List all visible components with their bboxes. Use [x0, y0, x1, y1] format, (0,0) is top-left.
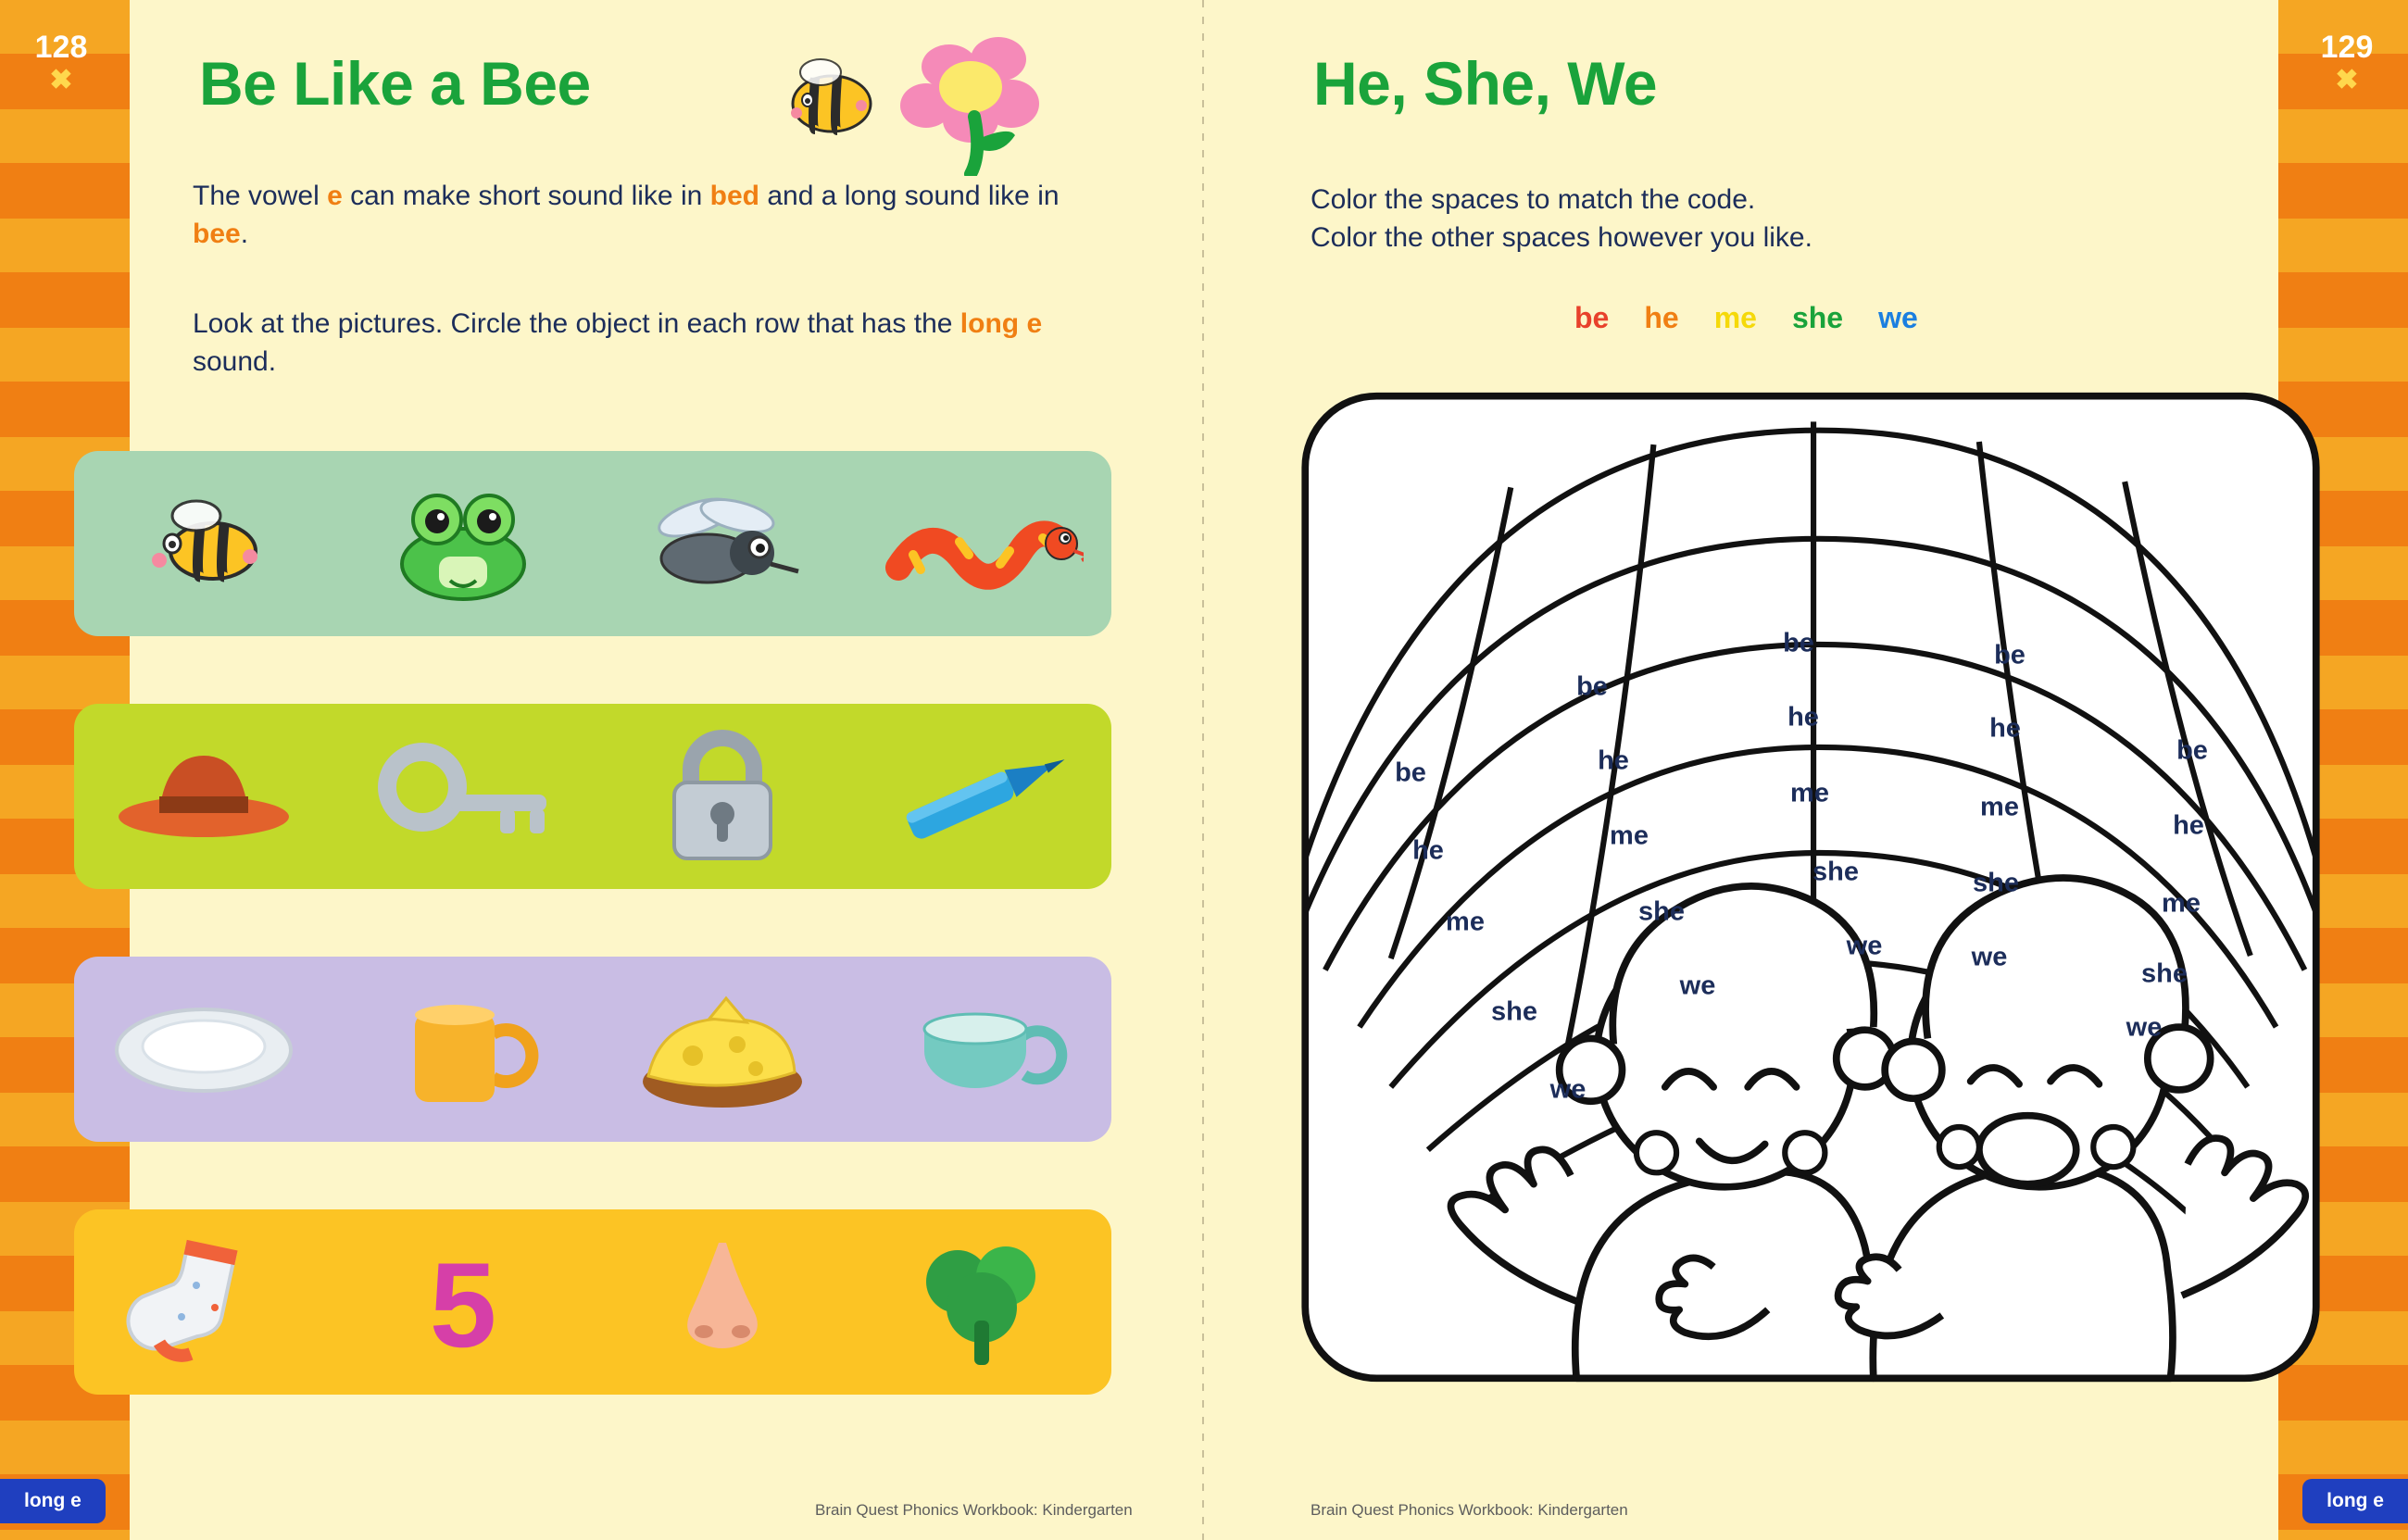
code-word-he: he	[1644, 301, 1679, 334]
p1-word-bee: bee	[193, 218, 241, 249]
hat-icon	[102, 732, 306, 861]
picture-cell-key[interactable]	[333, 704, 593, 889]
instruction-line-2: Color the other spaces however you like.	[1311, 221, 1812, 253]
picture-row-3[interactable]	[74, 957, 1111, 1142]
picture-cell-tree[interactable]	[852, 1209, 1111, 1395]
svg-text:5: 5	[429, 1237, 497, 1372]
picture-row-1[interactable]	[74, 451, 1111, 636]
instruction-line-1: Color the spaces to match the code.	[1311, 184, 1756, 215]
left-footer-credit: Brain Quest Phonics Workbook: Kindergarten	[815, 1501, 1133, 1519]
frog-icon	[370, 479, 556, 608]
picture-row-2[interactable]	[74, 704, 1111, 889]
page-gutter	[1202, 0, 1204, 1540]
puzzle-label: me	[2162, 888, 2201, 919]
p1-word-bed: bed	[709, 181, 759, 211]
puzzle-label: he	[1787, 702, 1819, 732]
picture-cell-nose[interactable]	[593, 1209, 852, 1395]
puzzle-label: we	[1971, 942, 2008, 972]
puzzle-label: be	[1395, 757, 1426, 788]
right-page-title: He, She, We	[1313, 49, 1658, 118]
code-word-be: be	[1574, 301, 1610, 334]
left-paragraph-1	[193, 178, 1119, 253]
p1-text-1: The vowel	[193, 181, 328, 211]
puzzle-label: we	[1679, 970, 1716, 1001]
puzzle-label: be	[1576, 671, 1608, 702]
left-paragraph-2	[193, 306, 1128, 381]
picture-cell-cup[interactable]	[852, 957, 1111, 1142]
picture-cell-cheese[interactable]	[593, 957, 852, 1142]
puzzle-label: me	[1446, 907, 1485, 937]
fly-icon	[630, 479, 815, 608]
picture-cell-plate[interactable]	[74, 957, 333, 1142]
puzzle-label: he	[2173, 810, 2204, 841]
puzzle-label: me	[1610, 820, 1649, 851]
left-tab-label: long e	[0, 1479, 106, 1523]
crayon-icon	[880, 732, 1084, 861]
picture-row-4[interactable]	[74, 1209, 1111, 1395]
cheese-icon	[621, 980, 824, 1119]
p1-text-4: .	[240, 218, 249, 249]
puzzle-label: she	[1973, 868, 2019, 898]
left-page-title: Be Like a Bee	[199, 49, 591, 118]
puzzle-label: me	[1790, 778, 1829, 808]
code-word-we: we	[1878, 301, 1918, 334]
right-tab-label: long e	[2302, 1479, 2408, 1523]
plate-icon	[102, 989, 306, 1109]
bee-icon	[111, 479, 296, 608]
picture-cell-mug[interactable]	[333, 957, 593, 1142]
picture-cell-snake[interactable]	[852, 451, 1111, 636]
p2-text-2: sound.	[193, 345, 277, 377]
right-footer-credit: Brain Quest Phonics Workbook: Kindergarten	[1311, 1501, 1628, 1519]
picture-cell-bee[interactable]	[74, 451, 333, 636]
page-number-right-value: 129	[2320, 30, 2374, 65]
bee-flower-art	[759, 28, 1093, 176]
color-by-code-puzzle[interactable]	[1297, 387, 2325, 1387]
picture-cell-frog[interactable]	[333, 451, 593, 636]
bee-mark-icon: ✖	[2335, 65, 2359, 95]
picture-cell-lock[interactable]	[593, 704, 852, 889]
puzzle-label: she	[1491, 996, 1537, 1027]
picture-cell-sock[interactable]	[74, 1209, 333, 1395]
bee-mark-icon: ✖	[49, 65, 73, 95]
lock-icon	[630, 727, 815, 866]
picture-cell-crayon[interactable]	[852, 704, 1111, 889]
number-five-icon	[380, 1228, 546, 1376]
p1-text-2: can make short sound like in	[342, 181, 710, 211]
p1-text-3: and a long sound like in	[759, 181, 1060, 211]
puzzle-label: we	[1549, 1074, 1587, 1105]
puzzle-label: we	[2126, 1012, 2163, 1043]
picture-cell-hat[interactable]	[74, 704, 333, 889]
mug-icon	[370, 980, 556, 1119]
picture-cell-five[interactable]	[333, 1209, 593, 1395]
code-word-me: me	[1713, 301, 1757, 334]
puzzle-label: be	[1783, 628, 1814, 658]
puzzle-label: she	[1812, 857, 1859, 887]
puzzle-label: he	[1412, 835, 1444, 866]
puzzle-label: be	[1994, 640, 2025, 670]
puzzle-label: he	[1989, 713, 2021, 744]
p1-vowel-e: e	[327, 181, 343, 211]
right-instructions	[1311, 182, 2237, 257]
puzzle-label: me	[1980, 792, 2019, 822]
cup-icon	[880, 984, 1084, 1114]
page-number-left	[24, 31, 98, 94]
puzzle-label: she	[1638, 896, 1685, 927]
tree-icon	[898, 1228, 1065, 1376]
puzzle-label: he	[1598, 745, 1629, 776]
picture-cell-fly[interactable]	[593, 451, 852, 636]
color-code-legend	[1574, 301, 1918, 335]
flower-icon	[900, 37, 1039, 174]
p2-text-1: Look at the pictures. Circle the object in each row that has the	[193, 308, 960, 339]
puzzle-artwork	[1297, 387, 2325, 1387]
page-number-right	[2310, 31, 2384, 94]
code-word-she: she	[1791, 301, 1844, 334]
key-icon	[361, 732, 565, 861]
puzzle-label: be	[2176, 735, 2208, 766]
p2-long-e: long e	[959, 308, 1043, 339]
puzzle-label: she	[2141, 958, 2188, 989]
snake-icon	[880, 479, 1084, 608]
page-number-left-value: 128	[34, 30, 88, 65]
sock-icon	[111, 1228, 296, 1376]
bee-icon	[791, 59, 871, 131]
nose-icon	[648, 1228, 796, 1376]
puzzle-label: we	[1846, 931, 1883, 961]
